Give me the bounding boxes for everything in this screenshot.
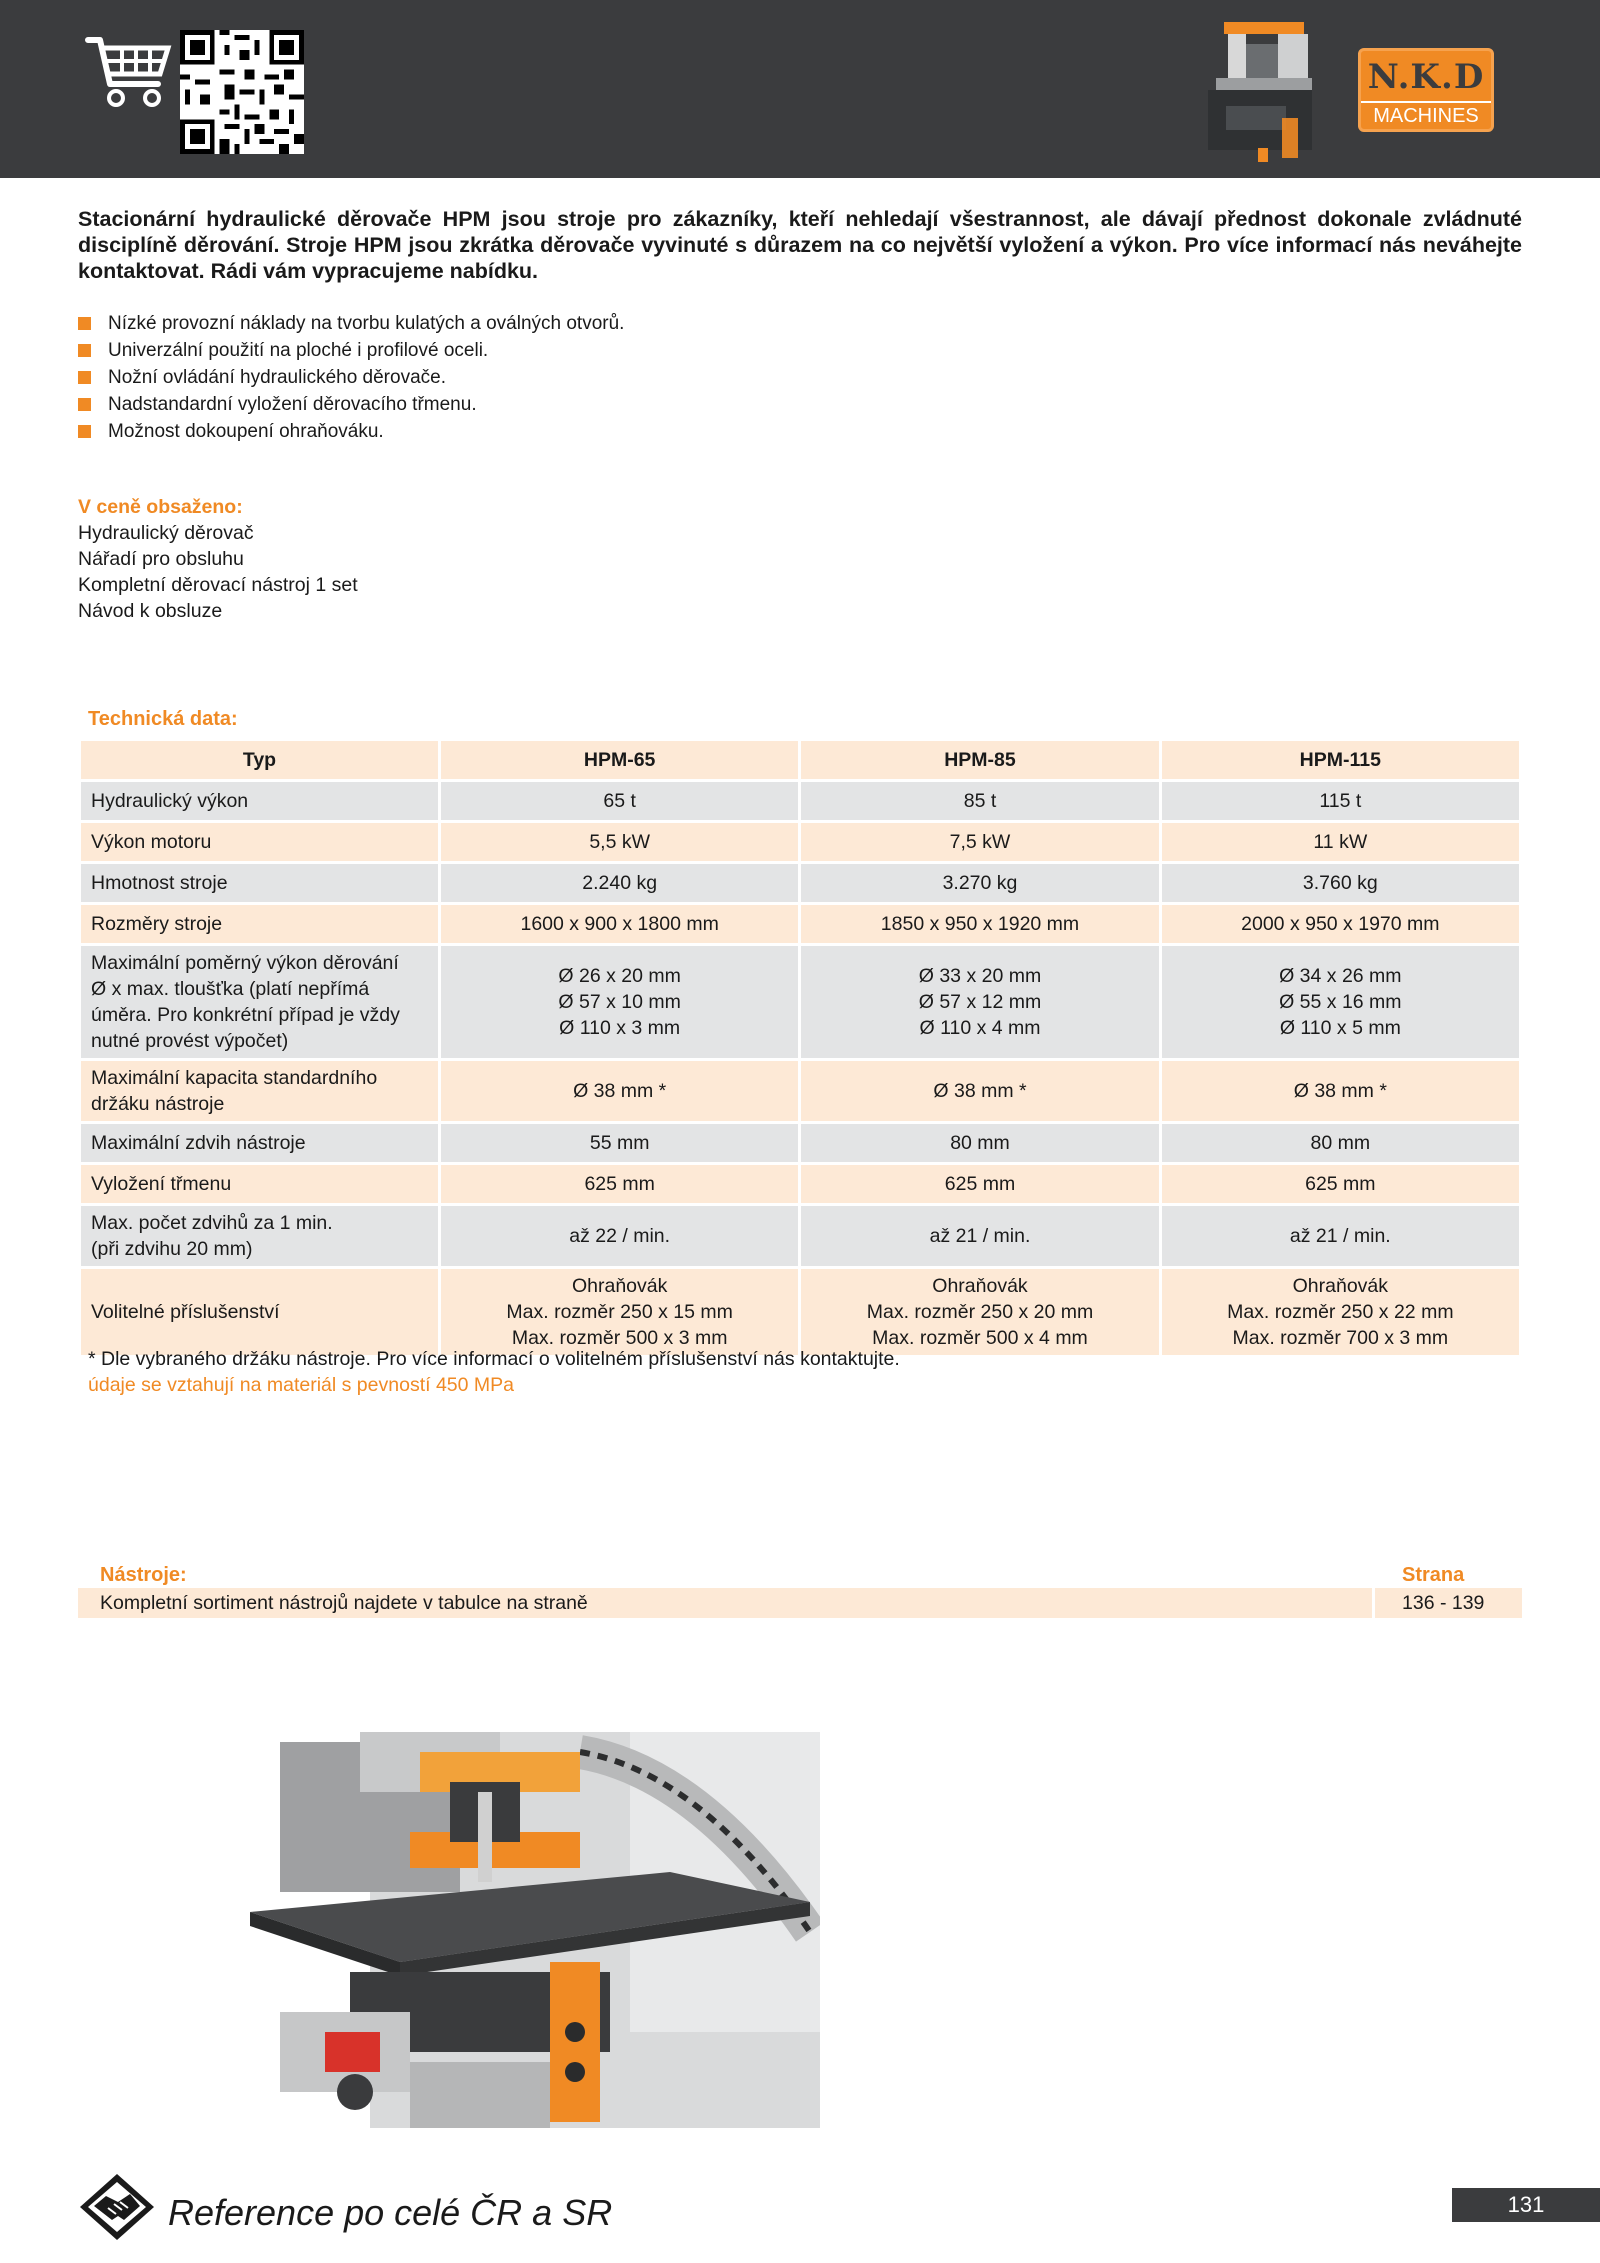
feature-item: Univerzální použití na ploché i profilové oceli. (78, 337, 624, 364)
tools-pages[interactable]: 136 - 139 (1402, 1592, 1485, 1614)
page-header (0, 0, 1600, 178)
row-label: Výkon motoru (80, 822, 440, 863)
row-label: Max. počet zdvihů za 1 min. (při zdvihu 20 mm) (80, 1205, 440, 1268)
table-cell: 80 mm (1160, 1123, 1520, 1164)
table-cell: 55 mm (440, 1123, 800, 1164)
intro-paragraph: Stacionární hydraulické děrovače HPM jsou stroje pro zákazníky, kteří nehledají všestrannost, ale dávají přednost dokonale zvládnuté disciplíně děrování. Stroje HPM jsou zkrátka děrovače vyvinuté s důrazem na co největší vyložení a výkon. Pro více informací nás neváhejte kontaktovat. Rádi vám vypracujeme nabídku. (78, 207, 1522, 283)
footnote: * Dle vybraného držáku nástroje. Pro více informací o volitelném příslušenství nás kontaktujte. (88, 1348, 900, 1370)
table-cell: až 21 / min. (1160, 1205, 1520, 1268)
shopping-cart-icon[interactable] (84, 30, 174, 110)
row-label: Maximální zdvih nástroje (80, 1123, 440, 1164)
column-header: Typ (80, 740, 440, 781)
table-cell: 625 mm (440, 1164, 800, 1205)
table-cell: 85 t (800, 781, 1160, 822)
table-cell: Ø 34 x 26 mm Ø 55 x 16 mm Ø 110 x 5 mm (1160, 945, 1520, 1060)
handshake-icon (78, 2172, 156, 2242)
table-row (80, 1060, 1521, 1123)
row-label: Maximální kapacita standardního držáku nástroje (80, 1060, 440, 1123)
table-cell: 2.240 kg (440, 863, 800, 904)
logo-bottom-text: MACHINES (1361, 101, 1491, 128)
machine-detail-photo (250, 1732, 820, 2128)
tech-data-title: Technická data: (88, 708, 238, 730)
nkd-machines-logo (1358, 48, 1494, 132)
material-note: údaje se vztahují na materiál s pevností 450 MPa (88, 1374, 514, 1396)
table-row (80, 863, 1521, 904)
table-cell: Ø 38 mm * (440, 1060, 800, 1123)
bullet-square-icon (78, 398, 91, 411)
row-label: Maximální poměrný výkon děrování Ø x max. tloušťka (platí nepřímá úměra. Pro konkrétní případ je vždy nutné provést výpočet) (80, 945, 440, 1060)
logo-top-text: N.K.D (1367, 57, 1485, 97)
row-label: Vyložení třmenu (80, 1164, 440, 1205)
row-label: Hmotnost stroje (80, 863, 440, 904)
included-title: V ceně obsaženo: (78, 496, 243, 518)
table-cell: 115 t (1160, 781, 1520, 822)
feature-item: Nízké provozní náklady na tvorbu kulatých a oválných otvorů. (78, 310, 624, 337)
table-cell: 2000 x 950 x 1970 mm (1160, 904, 1520, 945)
table-cell: Ø 38 mm * (1160, 1060, 1520, 1123)
tech-spec-table (78, 738, 1522, 1358)
reference-slogan: Reference po celé ČR a SR (168, 2192, 613, 2233)
column-divider (1372, 1588, 1375, 1618)
bullet-square-icon (78, 425, 91, 438)
table-cell: Ohraňovák Max. rozměr 250 x 22 mm Max. rozměr 700 x 3 mm (1160, 1268, 1520, 1357)
table-cell: 65 t (440, 781, 800, 822)
table-cell: Ohraňovák Max. rozměr 250 x 15 mm Max. rozměr 500 x 3 mm (440, 1268, 800, 1357)
punching-machine-icon (1198, 18, 1322, 168)
table-cell: až 22 / min. (440, 1205, 800, 1268)
table-row (80, 904, 1521, 945)
feature-list (78, 310, 624, 445)
column-header: HPM-85 (800, 740, 1160, 781)
included-item: Hydraulický děrovač (78, 522, 254, 544)
column-header: HPM-65 (440, 740, 800, 781)
table-cell: 11 kW (1160, 822, 1520, 863)
bullet-square-icon (78, 317, 91, 330)
included-item: Návod k obsluze (78, 600, 223, 622)
feature-item: Nožní ovládání hydraulického děrovače. (78, 364, 624, 391)
table-cell: Ø 26 x 20 mm Ø 57 x 10 mm Ø 110 x 3 mm (440, 945, 800, 1060)
table-cell: 7,5 kW (800, 822, 1160, 863)
feature-item: Nadstandardní vyložení děrovacího třmenu. (78, 391, 624, 418)
table-cell: 3.760 kg (1160, 863, 1520, 904)
table-row (80, 1123, 1521, 1164)
table-cell: Ø 38 mm * (800, 1060, 1160, 1123)
page-number: 131 (1452, 2188, 1600, 2222)
table-cell: Ø 33 x 20 mm Ø 57 x 12 mm Ø 110 x 4 mm (800, 945, 1160, 1060)
table-row (80, 1205, 1521, 1268)
table-cell: 625 mm (800, 1164, 1160, 1205)
tools-row (78, 1588, 1522, 1618)
included-section (78, 494, 358, 624)
bullet-square-icon (78, 344, 91, 357)
tools-page-label: Strana (1402, 1564, 1465, 1586)
included-item: Kompletní děrovací nástroj 1 set (78, 574, 358, 596)
table-row (80, 1268, 1521, 1357)
table-cell: 80 mm (800, 1123, 1160, 1164)
included-item: Nářadí pro obsluhu (78, 548, 244, 570)
table-cell: 1850 x 950 x 1920 mm (800, 904, 1160, 945)
table-cell: Ohraňovák Max. rozměr 250 x 20 mm Max. rozměr 500 x 4 mm (800, 1268, 1160, 1357)
table-notes (88, 1346, 900, 1398)
feature-item: Možnost dokoupení ohraňováku. (78, 418, 624, 445)
bullet-square-icon (78, 371, 91, 384)
row-label: Rozměry stroje (80, 904, 440, 945)
table-cell: až 21 / min. (800, 1205, 1160, 1268)
table-row (80, 945, 1521, 1060)
column-header: HPM-115 (1160, 740, 1520, 781)
tools-text: Kompletní sortiment nástrojů najdete v tabulce na straně (100, 1592, 588, 1614)
row-label: Hydraulický výkon (80, 781, 440, 822)
tools-title: Nástroje: (100, 1564, 187, 1586)
table-header-row (80, 740, 1521, 781)
qr-code-icon[interactable] (180, 30, 304, 154)
table-cell: 1600 x 900 x 1800 mm (440, 904, 800, 945)
table-cell: 5,5 kW (440, 822, 800, 863)
row-label: Volitelné příslušenství (80, 1268, 440, 1357)
table-row (80, 1164, 1521, 1205)
table-cell: 3.270 kg (800, 863, 1160, 904)
table-row (80, 822, 1521, 863)
table-row (80, 781, 1521, 822)
table-cell: 625 mm (1160, 1164, 1520, 1205)
